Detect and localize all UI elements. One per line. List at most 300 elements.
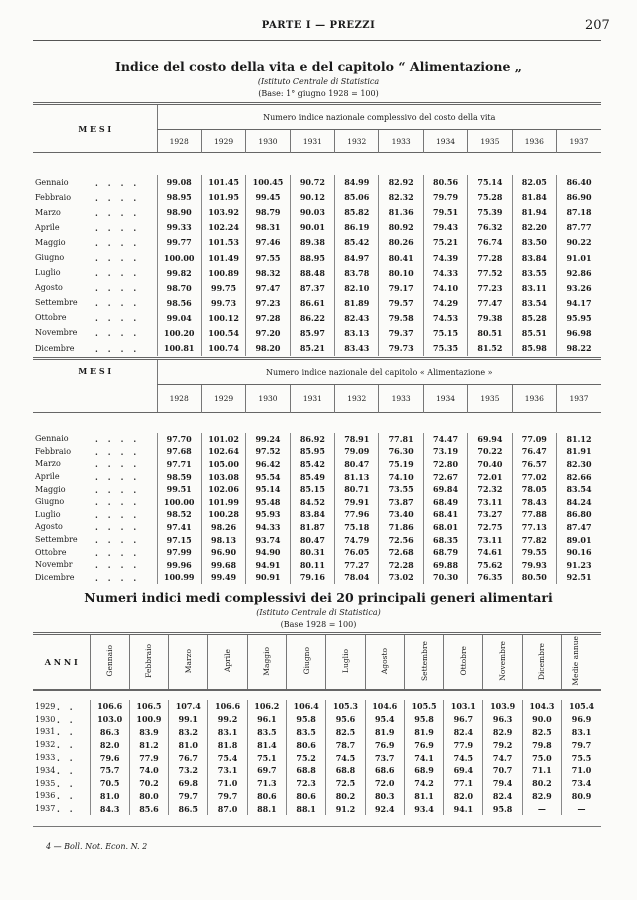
year-name: 1930: [35, 714, 56, 724]
index-value: 68.35: [423, 533, 467, 546]
index-value: —: [562, 802, 601, 815]
index-value: 68.6: [365, 764, 404, 777]
leader-dots: ....: [95, 547, 147, 558]
index-value: 100.28: [201, 508, 245, 521]
row-header: M E S I: [33, 104, 157, 153]
year-label: [33, 738, 90, 751]
month-label: [33, 558, 157, 571]
month-label: [33, 571, 157, 584]
index-value: 107.4: [169, 700, 208, 713]
index-value: 79.93: [512, 558, 556, 571]
index-value: 96.9: [562, 713, 601, 726]
index-value: 82.92: [379, 175, 423, 190]
index-value: 68.41: [423, 508, 467, 521]
index-value: 68.01: [423, 521, 467, 534]
cost-of-living-table: [33, 102, 601, 356]
index-value: 70.22: [468, 445, 512, 458]
leader-dots: ..: [57, 714, 83, 725]
year-label: [33, 713, 90, 726]
table-row: [33, 713, 601, 726]
index-value: 100.89: [201, 265, 245, 280]
index-value: 92.4: [365, 802, 404, 815]
index-value: 83.84: [512, 250, 556, 265]
index-value: 76.7: [169, 751, 208, 764]
index-value: 86.92: [290, 433, 334, 446]
index-value: 80.6: [286, 738, 325, 751]
index-value: 82.5: [326, 726, 365, 739]
index-value: 96.98: [557, 325, 601, 340]
index-value: 85.42: [335, 235, 379, 250]
index-value: 77.28: [468, 250, 512, 265]
month-label: [33, 175, 157, 190]
index-value: 72.3: [286, 777, 325, 790]
index-value: 77.09: [512, 433, 556, 446]
index-value: 88.48: [290, 265, 334, 280]
leader-dots: ....: [95, 237, 147, 248]
month-column-header: [522, 634, 561, 691]
month-name: Luglio: [35, 268, 61, 278]
index-value: 99.51: [157, 483, 201, 496]
index-value: 97.71: [157, 458, 201, 471]
month-column-label: Settembre: [419, 641, 429, 681]
index-value: 76.47: [512, 445, 556, 458]
month-name: Aprile: [35, 472, 60, 482]
table1-source: (Istituto Centrale di Statistica: [257, 77, 380, 86]
index-value: 68.79: [423, 546, 467, 559]
table3-bottom-rule: [33, 826, 601, 827]
index-value: 84.52: [290, 495, 334, 508]
index-value: 101.53: [201, 235, 245, 250]
index-value: 80.71: [335, 483, 379, 496]
index-value: 100.12: [201, 310, 245, 325]
index-value: 85.42: [290, 458, 334, 471]
index-value: 77.81: [379, 433, 423, 446]
index-value: 102.06: [201, 483, 245, 496]
index-value: 79.51: [423, 205, 467, 220]
month-label: [33, 265, 157, 280]
year-header: 1929: [201, 385, 245, 413]
index-value: 80.26: [379, 235, 423, 250]
index-value: 86.80: [557, 508, 601, 521]
index-value: 73.27: [468, 508, 512, 521]
month-name: Aprile: [35, 222, 60, 232]
index-value: 92.51: [557, 571, 601, 584]
leader-dots: ..: [57, 765, 83, 776]
index-value: 94.33: [246, 521, 290, 534]
index-value: 81.87: [290, 521, 334, 534]
index-value: 99.04: [157, 310, 201, 325]
index-value: 75.14: [468, 175, 512, 190]
leader-dots: ....: [95, 268, 147, 279]
index-value: 74.5: [444, 751, 483, 764]
index-value: 81.12: [557, 433, 601, 446]
row-header: A N N I: [44, 657, 78, 667]
month-name: Maggio: [35, 237, 66, 247]
index-value: 99.75: [201, 280, 245, 295]
index-value: 77.27: [335, 558, 379, 571]
month-column-header: [208, 634, 247, 691]
table-row: [33, 726, 601, 739]
table-row: [33, 521, 601, 534]
index-value: 81.1: [404, 790, 443, 803]
index-value: 80.9: [562, 790, 601, 803]
table-row: [33, 458, 601, 471]
index-value: 97.70: [157, 433, 201, 446]
index-value: 78.7: [326, 738, 365, 751]
index-value: 79.7: [169, 790, 208, 803]
index-value: 78.91: [335, 433, 379, 446]
index-value: 79.17: [379, 280, 423, 295]
index-value: 69.94: [468, 433, 512, 446]
index-value: 90.01: [290, 220, 334, 235]
index-value: 98.13: [201, 533, 245, 546]
index-value: 75.18: [335, 521, 379, 534]
year-header: 1934: [423, 130, 467, 153]
month-label: [33, 458, 157, 471]
table-row: [33, 250, 601, 265]
index-value: 97.46: [246, 235, 290, 250]
leader-dots: ....: [95, 298, 147, 309]
index-value: 78.43: [512, 495, 556, 508]
table-row: [33, 175, 601, 190]
index-value: 97.41: [157, 521, 201, 534]
index-value: 95.6: [326, 713, 365, 726]
month-column-header: [286, 634, 325, 691]
index-value: 74.29: [423, 295, 467, 310]
index-value: 81.13: [335, 470, 379, 483]
index-value: 79.43: [423, 220, 467, 235]
leader-dots: ..: [57, 740, 83, 751]
month-name: Maggio: [35, 484, 66, 494]
index-value: 75.7: [90, 764, 129, 777]
index-value: 77.23: [468, 280, 512, 295]
year-label: [33, 802, 90, 815]
index-value: 73.02: [379, 571, 423, 584]
index-value: 80.2: [522, 777, 561, 790]
index-value: 81.2: [129, 738, 168, 751]
year-header: 1933: [379, 385, 423, 413]
index-value: 69.88: [423, 558, 467, 571]
index-value: 86.5: [169, 802, 208, 815]
month-column-label: Medie annue: [570, 636, 580, 686]
index-value: 73.1: [208, 764, 247, 777]
index-value: 90.72: [290, 175, 334, 190]
index-value: 83.9: [129, 726, 168, 739]
index-value: 82.32: [379, 190, 423, 205]
month-name: Marzo: [35, 459, 61, 469]
month-name: Marzo: [35, 207, 61, 217]
index-value: 75.21: [423, 235, 467, 250]
month-name: Gennaio: [35, 177, 69, 187]
index-value: 104.3: [522, 700, 561, 713]
index-value: 86.61: [290, 295, 334, 310]
month-name: Dicembre: [35, 572, 75, 582]
index-value: 75.15: [423, 325, 467, 340]
leader-dots: ....: [95, 328, 147, 339]
month-label: [33, 433, 157, 446]
index-value: 82.66: [557, 470, 601, 483]
index-value: 99.82: [157, 265, 201, 280]
index-value: 78.05: [512, 483, 556, 496]
leader-dots: ....: [95, 343, 147, 354]
month-label: [33, 470, 157, 483]
table1-title: Indice del costo della vita e del capitolo “ Alimentazione „: [115, 59, 522, 74]
index-value: 82.30: [557, 458, 601, 471]
index-value: 75.62: [468, 558, 512, 571]
year-label: [33, 764, 90, 777]
index-value: 73.11: [468, 533, 512, 546]
index-value: 95.93: [246, 508, 290, 521]
month-label: [33, 280, 157, 295]
table-row: [33, 546, 601, 559]
index-value: 68.8: [326, 764, 365, 777]
table3-source: (Istituto Centrale di Statistica): [256, 608, 381, 617]
month-label: [33, 508, 157, 521]
month-column-header: [365, 634, 404, 691]
leader-dots: ....: [95, 472, 147, 483]
index-value: 83.54: [512, 295, 556, 310]
index-value: 73.11: [468, 495, 512, 508]
index-value: 72.32: [468, 483, 512, 496]
table-row: [33, 265, 601, 280]
index-value: 79.91: [335, 495, 379, 508]
index-value: 84.99: [335, 175, 379, 190]
year-name: 1931: [35, 727, 56, 737]
index-value: 74.10: [379, 470, 423, 483]
month-column-label: Dicembre: [537, 642, 547, 680]
index-value: 94.1: [444, 802, 483, 815]
index-value: 106.4: [286, 700, 325, 713]
index-value: 95.8: [483, 802, 522, 815]
index-value: 81.52: [468, 341, 512, 356]
index-value: 86.90: [557, 190, 601, 205]
index-value: 105.5: [404, 700, 443, 713]
index-value: 80.51: [468, 325, 512, 340]
year-header: 1936: [512, 385, 556, 413]
month-label: [33, 205, 157, 220]
index-value: 71.86: [379, 521, 423, 534]
year-name: 1932: [35, 740, 56, 750]
year-label: [33, 751, 90, 764]
month-column-label: Novembre: [498, 641, 508, 681]
month-column-header: [169, 634, 208, 691]
table-row: [33, 533, 601, 546]
month-label: [33, 235, 157, 250]
index-value: 83.11: [512, 280, 556, 295]
table-row: [33, 802, 601, 815]
index-value: 103.1: [444, 700, 483, 713]
index-value: 76.9: [365, 738, 404, 751]
table-row: [33, 738, 601, 751]
index-value: 74.61: [468, 546, 512, 559]
index-value: 84.24: [557, 495, 601, 508]
index-value: 71.0: [562, 764, 601, 777]
index-value: 104.6: [365, 700, 404, 713]
leader-dots: ....: [95, 535, 147, 546]
month-label: [33, 495, 157, 508]
index-value: 85.06: [335, 190, 379, 205]
index-value: 77.1: [444, 777, 483, 790]
index-value: 70.30: [423, 571, 467, 584]
month-name: Ottobre: [35, 547, 67, 557]
index-value: 87.47: [557, 521, 601, 534]
index-value: 94.17: [557, 295, 601, 310]
index-value: 82.4: [444, 726, 483, 739]
year-header: 1935: [468, 385, 512, 413]
index-value: 100.00: [157, 250, 201, 265]
index-value: 83.1: [562, 726, 601, 739]
index-value: 68.9: [404, 764, 443, 777]
index-value: 73.2: [169, 764, 208, 777]
index-value: 99.49: [201, 571, 245, 584]
year-header: 1928: [157, 130, 201, 153]
table-row: [33, 700, 601, 713]
year-header: 1937: [557, 130, 601, 153]
month-column-label: Febbraio: [144, 644, 154, 678]
index-value: 81.94: [512, 205, 556, 220]
table-row: [33, 220, 601, 235]
table-row: [33, 433, 601, 446]
month-column-label: Aprile: [223, 649, 233, 673]
index-value: 83.2: [169, 726, 208, 739]
index-value: 83.50: [512, 235, 556, 250]
index-value: 98.52: [157, 508, 201, 521]
index-value: 74.0: [129, 764, 168, 777]
index-value: 86.19: [335, 220, 379, 235]
table-row: [33, 508, 601, 521]
index-value: 100.45: [246, 175, 290, 190]
table-row: [33, 495, 601, 508]
month-label: [33, 190, 157, 205]
index-value: 85.21: [290, 341, 334, 356]
year-label: [33, 790, 90, 803]
leader-dots: ....: [95, 497, 147, 508]
leader-dots: ....: [95, 192, 147, 203]
table-row: [33, 295, 601, 310]
index-value: 80.92: [379, 220, 423, 235]
index-value: 99.2: [208, 713, 247, 726]
month-name: Giugno: [35, 497, 65, 507]
index-value: 106.6: [208, 700, 247, 713]
month-label: [33, 521, 157, 534]
leader-dots: ..: [57, 791, 83, 802]
index-value: 74.53: [423, 310, 467, 325]
year-header: 1929: [201, 130, 245, 153]
index-value: 82.0: [90, 738, 129, 751]
table1-base: (Base: 1° giugno 1928 = 100): [258, 89, 379, 98]
header-rule: [33, 40, 601, 41]
index-value: 100.81: [157, 341, 201, 356]
month-label: [33, 341, 157, 356]
index-value: 79.16: [290, 571, 334, 584]
running-header: PARTE I — PREZZI: [261, 20, 376, 31]
index-value: 87.0: [208, 802, 247, 815]
leader-dots: ....: [95, 446, 147, 457]
index-value: 81.0: [169, 738, 208, 751]
index-value: 73.55: [379, 483, 423, 496]
month-name: Agosto: [35, 522, 63, 532]
year-name: 1934: [35, 765, 56, 775]
table3-base: (Base 1928 = 100): [280, 620, 357, 629]
month-name: Dicembre: [35, 343, 75, 353]
index-value: 76.9: [404, 738, 443, 751]
month-label: [33, 483, 157, 496]
month-column-header: [483, 634, 522, 691]
index-value: 90.03: [290, 205, 334, 220]
leader-dots: ....: [95, 207, 147, 218]
index-value: 85.51: [512, 325, 556, 340]
year-name: 1929: [35, 701, 56, 711]
index-value: 96.7: [444, 713, 483, 726]
index-value: 105.4: [562, 700, 601, 713]
index-value: 83.5: [247, 726, 286, 739]
index-value: 88.1: [286, 802, 325, 815]
index-value: 100.9: [129, 713, 168, 726]
index-value: 95.8: [404, 713, 443, 726]
index-value: 74.7: [483, 751, 522, 764]
table-row: [33, 325, 601, 340]
index-value: 106.5: [129, 700, 168, 713]
year-header: 1936: [512, 130, 556, 153]
index-value: 105.00: [201, 458, 245, 471]
index-value: 81.89: [335, 295, 379, 310]
leader-dots: ..: [57, 727, 83, 738]
table-row: [33, 470, 601, 483]
month-column-header: [444, 634, 483, 691]
footer-note: 4 — Boll. Not. Econ. N. 2: [46, 842, 148, 851]
index-value: 87.18: [557, 205, 601, 220]
year-header: 1931: [290, 130, 334, 153]
table-row: [33, 190, 601, 205]
index-value: 106.6: [90, 700, 129, 713]
index-value: 70.7: [483, 764, 522, 777]
index-value: 79.73: [379, 341, 423, 356]
leader-dots: ....: [95, 283, 147, 294]
index-value: 101.49: [201, 250, 245, 265]
index-value: 80.0: [129, 790, 168, 803]
index-value: 82.05: [512, 175, 556, 190]
index-value: 101.45: [201, 175, 245, 190]
index-value: 81.91: [557, 445, 601, 458]
year-header: 1930: [246, 130, 290, 153]
index-value: 85.6: [129, 802, 168, 815]
index-value: 92.86: [557, 265, 601, 280]
index-value: 98.31: [246, 220, 290, 235]
index-value: 79.7: [208, 790, 247, 803]
month-name: Agosto: [35, 283, 63, 293]
index-value: 85.95: [290, 445, 334, 458]
index-value: 97.55: [246, 250, 290, 265]
year-header: 1930: [246, 385, 290, 413]
index-value: 86.40: [557, 175, 601, 190]
index-value: 70.5: [90, 777, 129, 790]
index-value: 71.1: [522, 764, 561, 777]
index-value: 82.43: [335, 310, 379, 325]
index-value: 82.10: [335, 280, 379, 295]
index-value: 74.39: [423, 250, 467, 265]
index-value: 77.9: [444, 738, 483, 751]
index-value: 83.78: [335, 265, 379, 280]
index-value: 98.70: [157, 280, 201, 295]
index-value: 76.35: [468, 571, 512, 584]
index-value: 83.84: [290, 508, 334, 521]
index-value: 82.9: [522, 790, 561, 803]
year-header: 1931: [290, 385, 334, 413]
index-value: 69.8: [169, 777, 208, 790]
index-value: 87.37: [290, 280, 334, 295]
index-value: 72.5: [326, 777, 365, 790]
index-value: 99.77: [157, 235, 201, 250]
